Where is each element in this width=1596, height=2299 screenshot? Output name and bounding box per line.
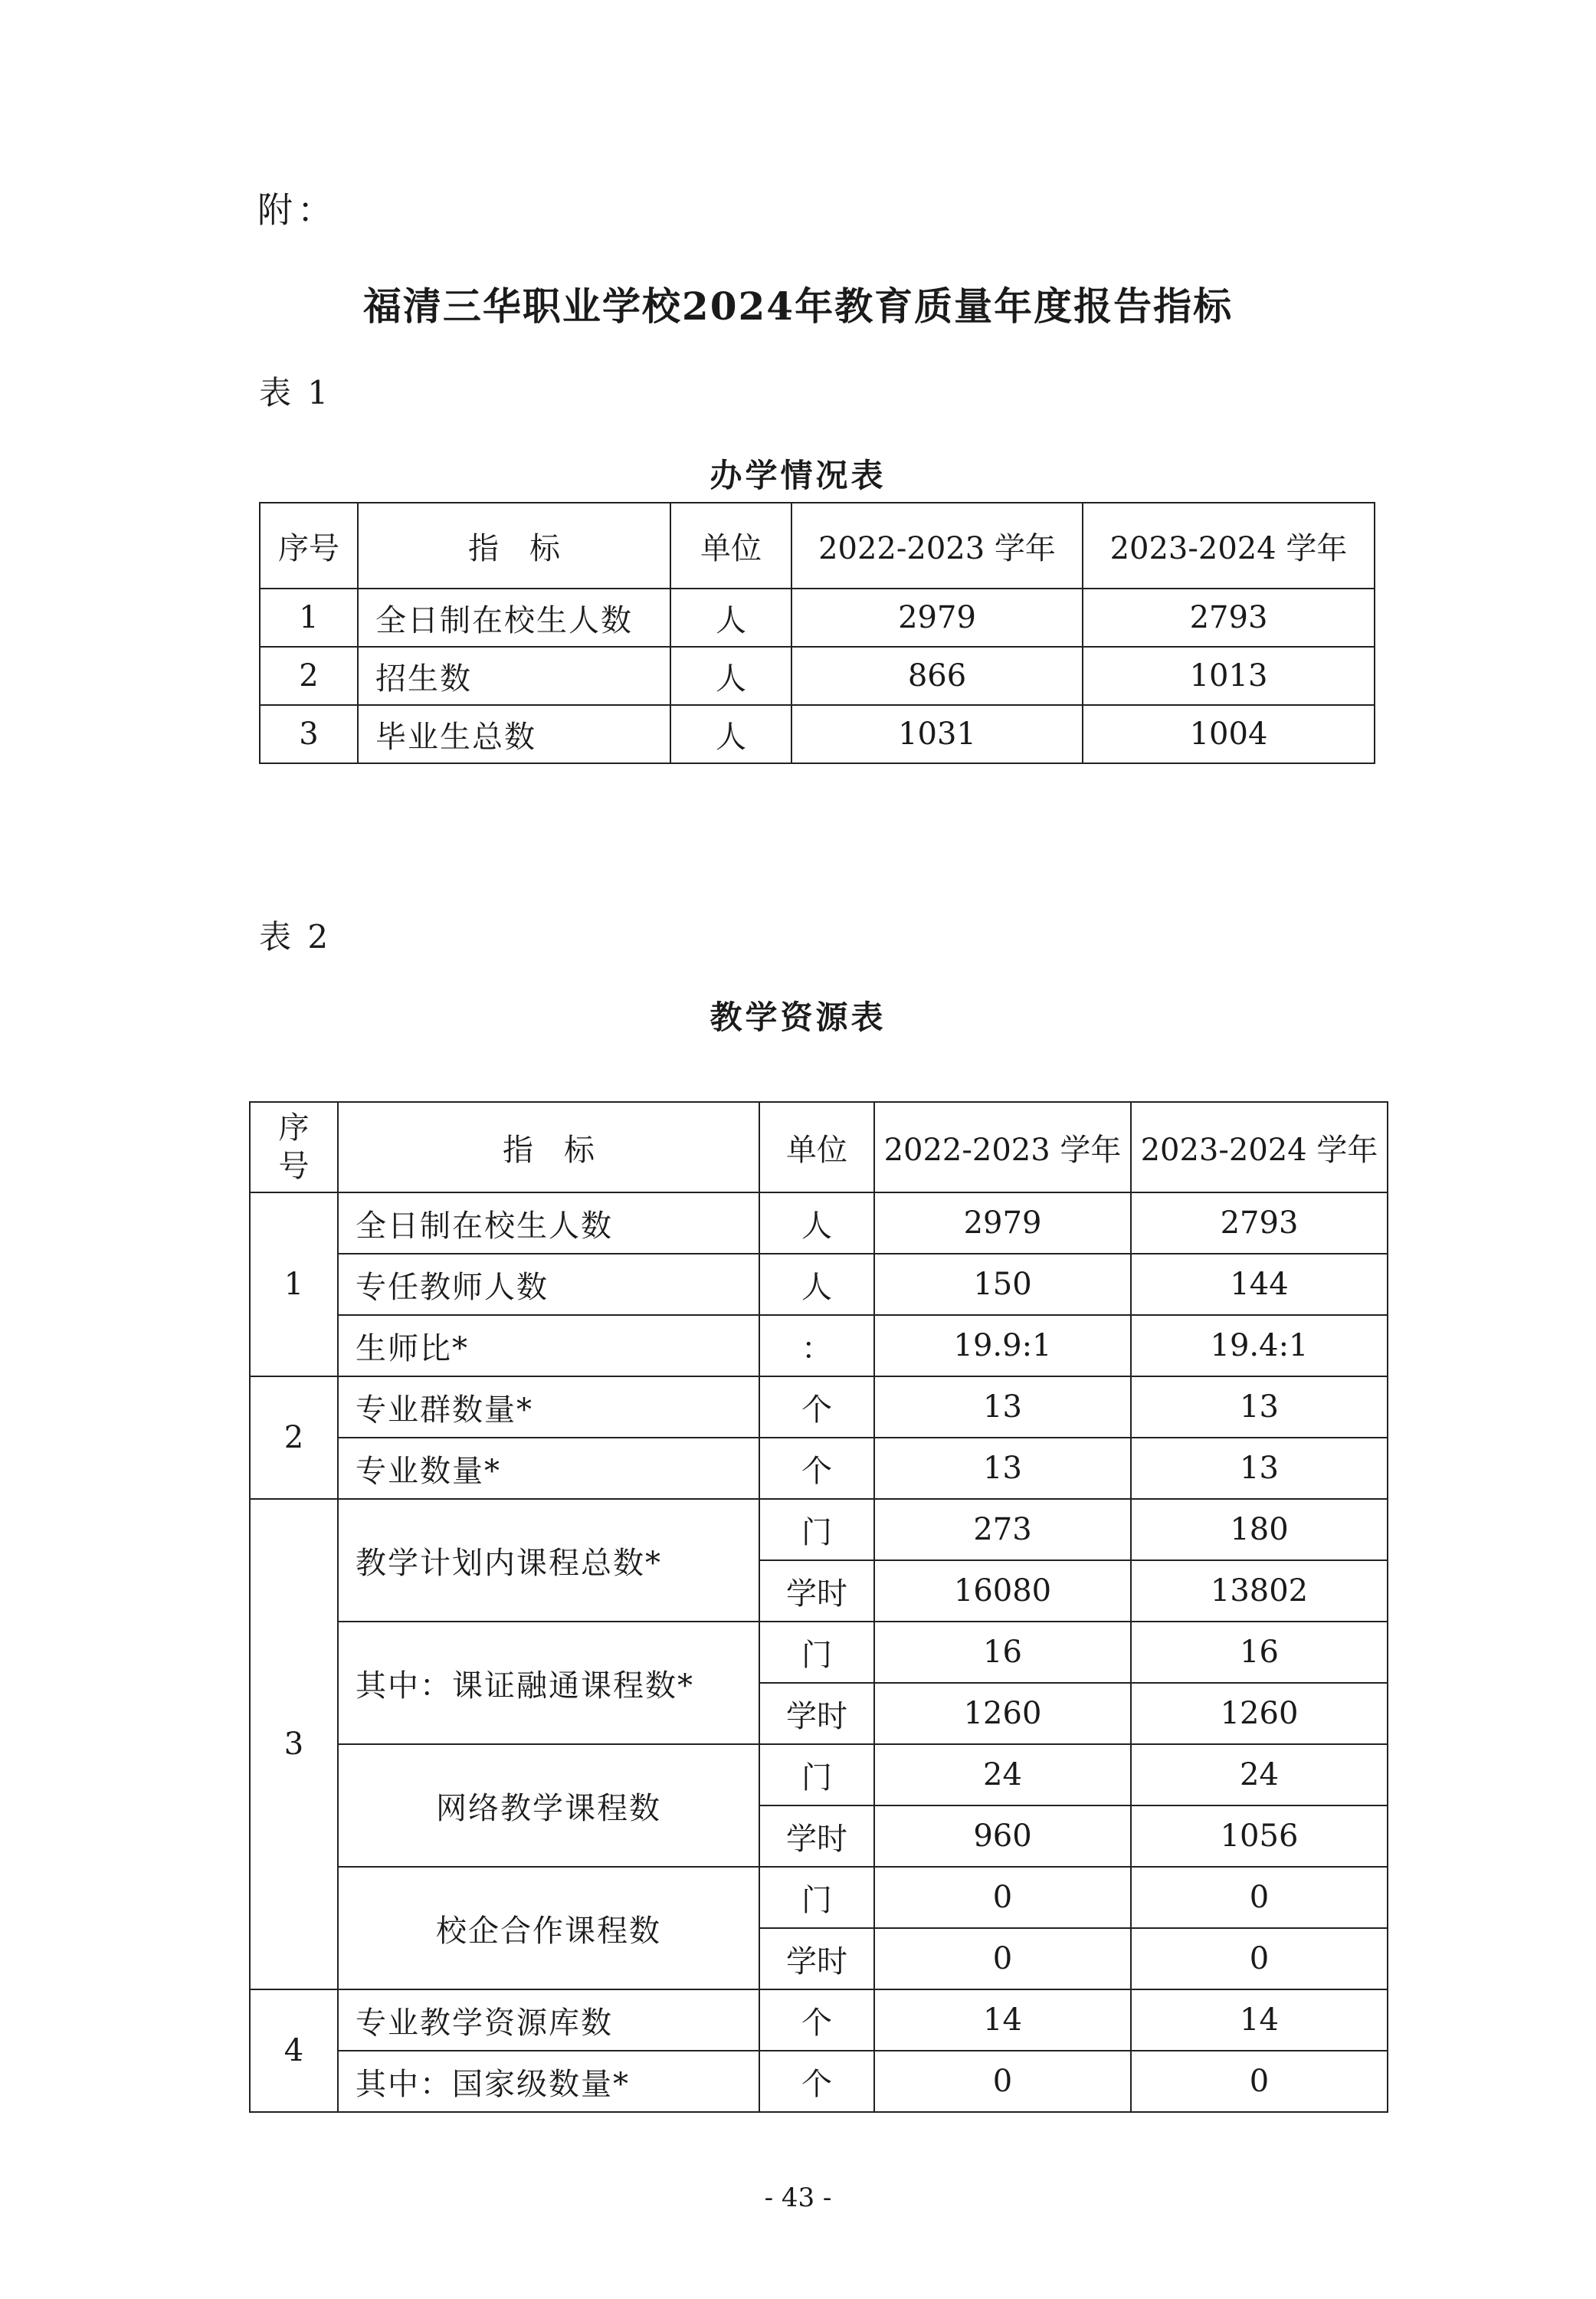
value-cell: 144 xyxy=(1131,1254,1388,1315)
seq-cell: 3 xyxy=(250,1499,338,1989)
table-row xyxy=(250,1192,1388,1254)
unit-cell: 门 xyxy=(759,1867,874,1928)
table2-header-year1: 2022-2023 学年 xyxy=(874,1102,1131,1192)
seq-cell: 1 xyxy=(250,1192,338,1376)
value-cell: 2979 xyxy=(874,1192,1131,1254)
indicator-cell: 网络教学课程数 xyxy=(338,1744,759,1867)
table1-header-row xyxy=(260,503,1375,589)
seq-header-bottom: 号 xyxy=(278,1149,310,1184)
value-cell: 16080 xyxy=(874,1560,1131,1622)
value-cell: 19.9:1 xyxy=(874,1315,1131,1376)
unit-cell: 个 xyxy=(759,1376,874,1438)
unit-cell: 人 xyxy=(670,705,791,763)
table2-header-unit: 单位 xyxy=(759,1102,874,1192)
page-number: - 43 - xyxy=(764,2183,832,2213)
table1-caption: 办学情况表 xyxy=(710,457,886,494)
seq-header-top: 序 xyxy=(278,1110,310,1146)
table1-label: 表 1 xyxy=(259,374,332,412)
table-row xyxy=(260,589,1375,647)
unit-cell: ： xyxy=(759,1315,874,1376)
unit-cell: 学时 xyxy=(759,1928,874,1989)
seq-cell: 1 xyxy=(260,589,358,647)
value-cell: 2793 xyxy=(1083,589,1375,647)
value-cell: 2793 xyxy=(1131,1192,1388,1254)
table-row xyxy=(250,1622,1388,1683)
value-cell: 13 xyxy=(1131,1438,1388,1499)
table-row xyxy=(250,1744,1388,1805)
table-row xyxy=(250,1989,1388,2051)
value-cell: 1031 xyxy=(791,705,1083,763)
unit-cell: 门 xyxy=(759,1622,874,1683)
value-cell: 273 xyxy=(874,1499,1131,1560)
attachment-label: 附： xyxy=(257,189,337,231)
value-cell: 0 xyxy=(1131,1867,1388,1928)
table2-caption: 教学资源表 xyxy=(710,999,886,1036)
value-cell: 2979 xyxy=(791,589,1083,647)
seq-cell: 3 xyxy=(260,705,358,763)
unit-cell: 人 xyxy=(759,1192,874,1254)
value-cell: 1260 xyxy=(874,1683,1131,1744)
table2 xyxy=(249,1101,1388,2113)
unit-cell: 人 xyxy=(759,1254,874,1315)
table1-header-seq: 序号 xyxy=(260,503,358,589)
table-row xyxy=(250,1499,1388,1560)
value-cell: 13 xyxy=(1131,1376,1388,1438)
value-cell: 1004 xyxy=(1083,705,1375,763)
value-cell: 0 xyxy=(874,1928,1131,1989)
value-cell: 14 xyxy=(1131,1989,1388,2051)
table-row xyxy=(260,705,1375,763)
unit-cell: 个 xyxy=(759,2051,874,2112)
indicator-cell: 其中：课证融通课程数* xyxy=(338,1622,759,1744)
value-cell: 13802 xyxy=(1131,1560,1388,1622)
indicator-cell: 生师比* xyxy=(338,1315,759,1376)
value-cell: 24 xyxy=(874,1744,1131,1805)
indicator-cell: 其中：国家级数量* xyxy=(338,2051,759,2112)
table-row xyxy=(250,1254,1388,1315)
value-cell: 150 xyxy=(874,1254,1131,1315)
indicator-cell: 专任教师人数 xyxy=(338,1254,759,1315)
unit-cell: 门 xyxy=(759,1744,874,1805)
document-title: 福清三华职业学校2024年教育质量年度报告指标 xyxy=(362,284,1234,329)
unit-cell: 学时 xyxy=(759,1683,874,1744)
table-row xyxy=(250,1315,1388,1376)
table2-header-year2: 2023-2024 学年 xyxy=(1131,1102,1388,1192)
unit-cell: 学时 xyxy=(759,1560,874,1622)
table2-header-row xyxy=(250,1102,1388,1192)
table1-header-year2: 2023-2024 学年 xyxy=(1083,503,1375,589)
unit-cell: 个 xyxy=(759,1438,874,1499)
value-cell: 1013 xyxy=(1083,647,1375,705)
value-cell: 1056 xyxy=(1131,1805,1388,1867)
value-cell: 180 xyxy=(1131,1499,1388,1560)
table-row xyxy=(250,1867,1388,1928)
value-cell: 1260 xyxy=(1131,1683,1388,1744)
unit-cell: 学时 xyxy=(759,1805,874,1867)
table2-header-indicator: 指 标 xyxy=(338,1102,759,1192)
value-cell: 13 xyxy=(874,1376,1131,1438)
table-row xyxy=(250,1376,1388,1438)
seq-cell: 2 xyxy=(260,647,358,705)
table1-header-year1: 2022-2023 学年 xyxy=(791,503,1083,589)
indicator-cell: 招生数 xyxy=(358,647,670,705)
table1-header-indicator: 指 标 xyxy=(358,503,670,589)
unit-cell: 人 xyxy=(670,589,791,647)
indicator-cell: 毕业生总数 xyxy=(358,705,670,763)
indicator-cell: 校企合作课程数 xyxy=(338,1867,759,1989)
indicator-cell: 专业教学资源库数 xyxy=(338,1989,759,2051)
indicator-cell: 全日制在校生人数 xyxy=(338,1192,759,1254)
seq-cell: 4 xyxy=(250,1989,338,2112)
value-cell: 14 xyxy=(874,1989,1131,2051)
value-cell: 866 xyxy=(791,647,1083,705)
value-cell: 0 xyxy=(1131,1928,1388,1989)
value-cell: 24 xyxy=(1131,1744,1388,1805)
indicator-cell: 专业数量* xyxy=(338,1438,759,1499)
value-cell: 19.4:1 xyxy=(1131,1315,1388,1376)
table2-label: 表 2 xyxy=(259,918,332,956)
value-cell: 0 xyxy=(1131,2051,1388,2112)
value-cell: 13 xyxy=(874,1438,1131,1499)
value-cell: 0 xyxy=(874,2051,1131,2112)
indicator-cell: 教学计划内课程总数* xyxy=(338,1499,759,1622)
table-row xyxy=(250,1438,1388,1499)
table1 xyxy=(259,502,1375,764)
seq-cell: 2 xyxy=(250,1376,338,1499)
indicator-cell: 专业群数量* xyxy=(338,1376,759,1438)
value-cell: 960 xyxy=(874,1805,1131,1867)
value-cell: 16 xyxy=(874,1622,1131,1683)
value-cell: 0 xyxy=(874,1867,1131,1928)
unit-cell: 门 xyxy=(759,1499,874,1560)
unit-cell: 人 xyxy=(670,647,791,705)
table1-header-unit: 单位 xyxy=(670,503,791,589)
unit-cell: 个 xyxy=(759,1989,874,2051)
table2-header-seq xyxy=(250,1102,338,1192)
value-cell: 16 xyxy=(1131,1622,1388,1683)
table-row xyxy=(250,2051,1388,2112)
table-row xyxy=(260,647,1375,705)
indicator-cell: 全日制在校生人数 xyxy=(358,589,670,647)
